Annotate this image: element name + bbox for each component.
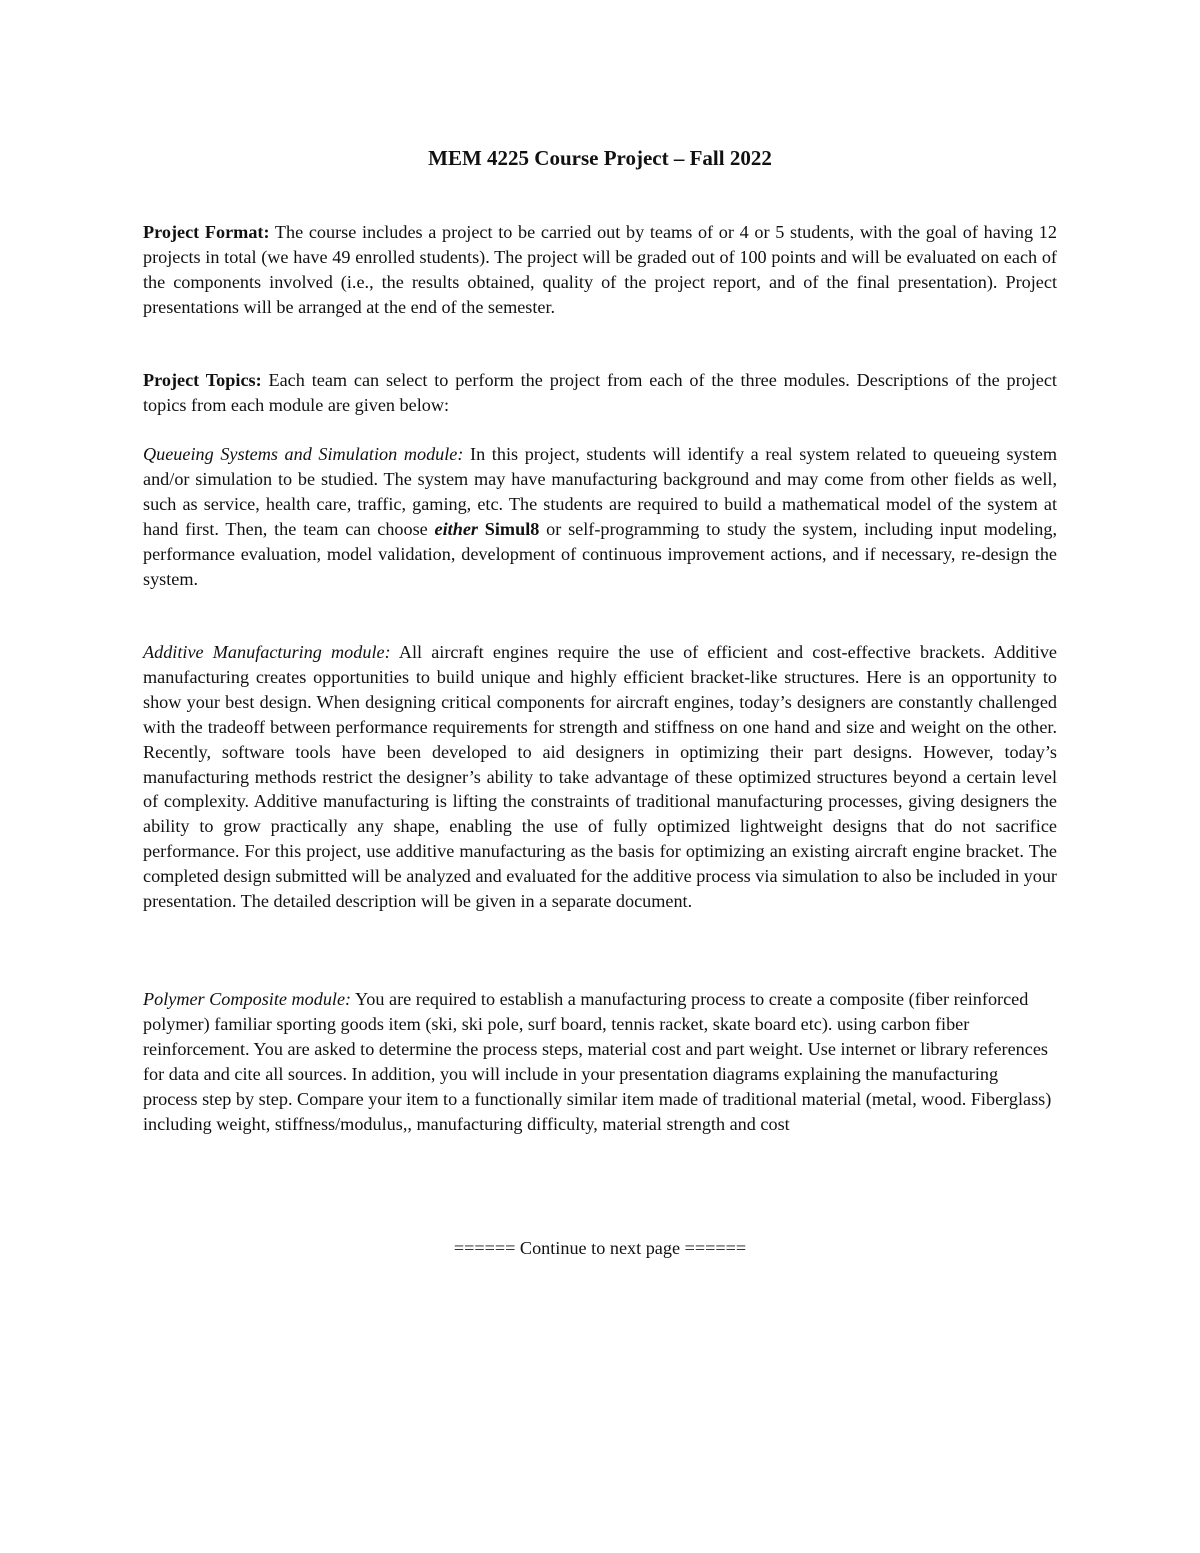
queueing-module-label: Queueing Systems and Simulation module:	[143, 444, 464, 464]
additive-module-label: Additive Manufacturing module:	[143, 642, 391, 662]
page-title: MEM 4225 Course Project – Fall 2022	[428, 146, 772, 170]
queueing-module-space	[478, 519, 485, 539]
additive-module-text: All aircraft engines require the use of efficient and cost-effective brackets. Additive manufacturing creates opportunities to build unique and highly efficient bracket-like structures. Here is an opportunity to show your best design. When designing critical components for aircraft engines, today’s designers are constantly challenged with the tradeoff between performance requirements for strength and stiffness on one hand and size and weight on the other. Recently, software tools have been developed to aid designers in optimizing their part designs. However, today’s manufacturing methods restrict the designer’s ability to take advantage of these optimized structures beyond a certain level of complexity. Additive manufacturing is lifting the constraints of traditional manufacturing processes, giving designers the ability to grow practically any shape, enabling the use of fully optimized lightweight designs that do not sacrifice performance. For this project, use additive manufacturing as the basis for optimizing an existing aircraft engine bracket. The completed design submitted will be analyzed and evaluated for the additive process via simulation to also be included in your presentation. The detailed description will be given in a separate document.	[143, 642, 1057, 912]
project-format-label: Project Format:	[143, 222, 270, 242]
additive-module-paragraph	[143, 640, 1057, 914]
queueing-module-emphasis: either	[434, 518, 478, 539]
polymer-module-label: Polymer Composite module:	[143, 989, 352, 1009]
queueing-module-paragraph	[143, 442, 1057, 591]
project-topics-label: Project Topics:	[143, 370, 262, 390]
continue-footer: ====== Continue to next page ======	[453, 1238, 747, 1258]
queueing-module-text-after: or self-programming to study the system, including input modeling, performance evaluation, model validation, development of continuous improvement actions, and if necessary, re-design the system.	[143, 518, 1057, 589]
polymer-module-text: You are required to establish a manufacturing process to create a composite (fiber reinforced polymer) familiar sporting goods item (ski, ski pole, surf board, tennis racket, skate board etc). using carbon fiber reinforcement. You are asked to determine the process steps, material cost and part weight. Use internet or library references for data and cite all sources. In addition, you will include in your presentation diagrams explaining the manufacturing process step by step. Compare your item to a functionally similar item made of traditional material (metal, wood. Fiberglass) including weight, stiffness/modulus,, manufacturing difficulty, material strength and cost	[143, 989, 1052, 1134]
project-topics-text: Each team can select to perform the project from each of the three modules. Descriptions of the project topics from each module are given below:	[143, 370, 1057, 415]
project-format-paragraph	[143, 220, 1057, 320]
project-topics-paragraph	[143, 368, 1057, 418]
polymer-module-paragraph	[143, 987, 1057, 1136]
project-format-text: The course includes a project to be carried out by teams of or 4 or 5 students, with the goal of having 12 projects in total (we have 49 enrolled students). The project will be graded out of 100 points and will be evaluated on each of the components involved (i.e., the results obtained, quality of the project report, and of the final presentation). Project presentations will be arranged at the end of the semester.	[143, 222, 1057, 317]
queueing-module-text-before: In this project, students will identify a real system related to queueing system and/or simulation to be studied. The system may have manufacturing background and may come from other fields as well, such as service, health care, traffic, gaming, etc. The students are required to build a mathematical model of the system at hand first. Then, the team can choose	[143, 444, 1058, 539]
queueing-module-software: Simul8	[484, 518, 540, 539]
